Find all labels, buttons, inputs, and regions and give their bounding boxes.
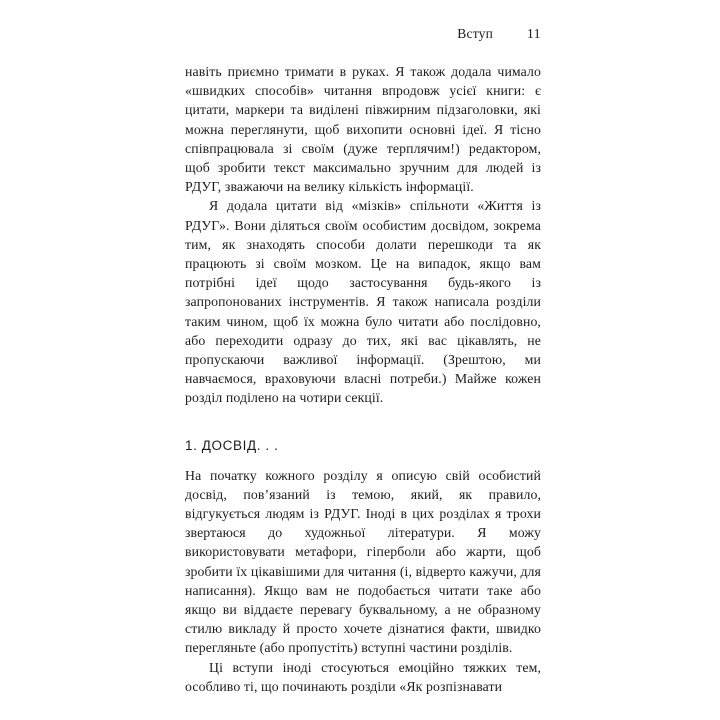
paragraph-partial-bottom: Ці вступи іноді стосуються емоційно тяжких тем, особливо ті, що починають розділи «Як розпізнавати [185, 659, 541, 694]
section-heading: 1. ДОСВІД. . . [185, 437, 279, 453]
paragraph: Я додала цитати від «мізків» спільноти «Життя із РДУГ». Вони діляться своїм особистим досвідом, зокрема тим, як знаходять способи долати перешкоди та як працюють зі своїм мозком. Це на випадок, якщо вам потрібні ідеї щодо застосування будь-якого із запропонованих інструментів. Я також написала розділи таким чином, щоб їх можна було читати або послідовно, або переходити одразу до тих, які вас цікавлять, не пропускаючи важливої інформації. (Зрештою, ми навчаємося, враховуючи власні потреби.) Майже кожен розділ поділено на чотири секції. [185, 198, 541, 406]
paragraph-continuation: навіть приємно тримати в руках. Я також додала чимало «швидких способів» читання впродовж усієї книги: є цитати, маркери та виділені півжирним підзаголовки, які можна переглянути, щоб вихопити основні ідеї. Я тісно співпрацювала зі своїм (дуже терплячим!) редактором, щоб зробити текст максимально зручним для людей із РДУГ, зважаючи на велику кількість інформації. [185, 64, 541, 195]
body-text-column [185, 62, 541, 696]
paragraph: На початку кожного розділу я описую свій особистий досвід, пов’язаний із темою, який, як правило, відгукується людям із РДУГ. Іноді в цих розділах я трохи звертаюся до художньої літератури. Я можу використовувати метафори, гіперболи або жарти, щоб зробити їх цікавішими для читання (і, відверто кажучи, для написання). Якщо вам не подобається читати таке або якщо ви віддаєте перевагу буквальному, а не образному стилю викладу й просто хочете дізнатися факти, швидко перегляньте (або пропустіть) вступні частини розділів. [185, 467, 541, 656]
page-number: 11 [527, 26, 541, 41]
running-header-section-label: Вступ [457, 26, 493, 41]
running-header [185, 26, 541, 42]
